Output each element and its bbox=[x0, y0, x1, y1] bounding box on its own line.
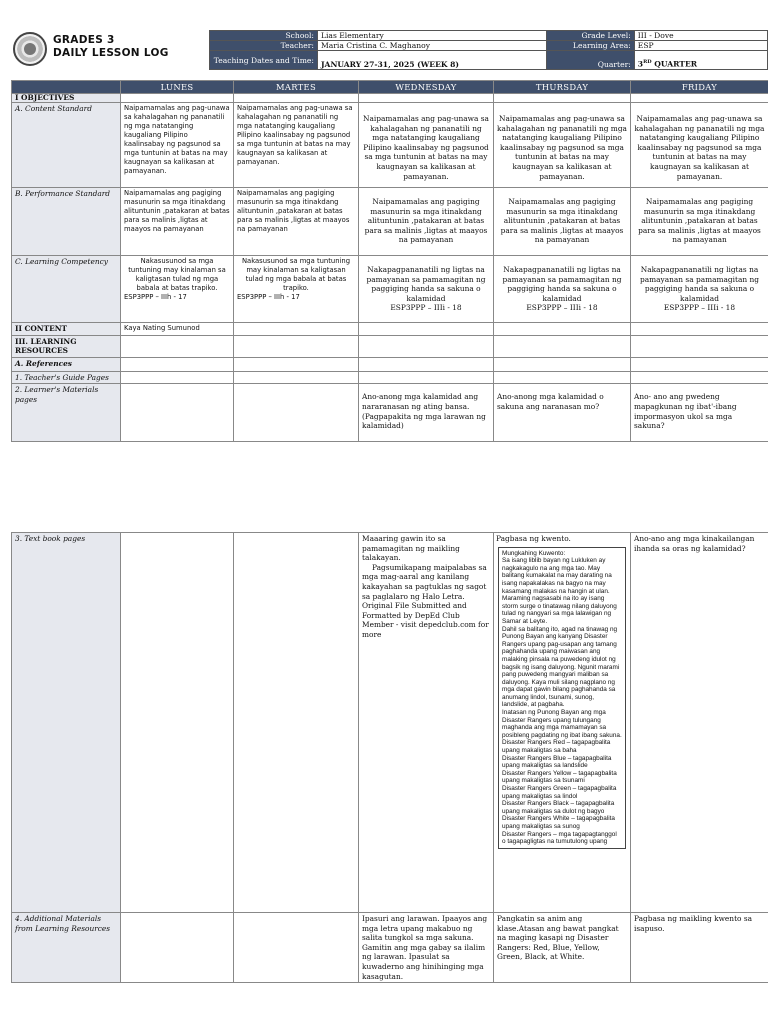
teachers-guide-label: 1. Teacher's Guide Pages bbox=[12, 371, 121, 384]
learning-competency-row bbox=[12, 256, 768, 323]
text-book-label: 3. Text book pages bbox=[12, 533, 121, 913]
day-header-wed: WEDNESDAY bbox=[359, 81, 494, 94]
story-line: Dahil sa balitang ito, agad na tinawag ng Punong Bayan ang kanyang Disaster Rangers upang pag-usapan ang tamang paghahanda upang maiwasan ang malaking pinsala na puwedeng idulot ng bagsik ng isang daluyong. Ngunit marami pang puwedeng mangyari maliban sa daluyong. Kaya muli silang nagplano ng mga dapat gawin bilang paghahanda sa anumang lindol, tsunami, sunog, landslide, at pagbaha. bbox=[502, 625, 620, 709]
quarter-number: 3 bbox=[637, 60, 644, 69]
content-value: Kaya Nating Sumunod bbox=[121, 323, 234, 336]
content-standard-fri: Naipamamalas ang pag-unawa sa kahalagahan ng pananatili ng mga natatanging kaugaliang Pilipino kaalinsabay ng pagsunod sa mga tuntunin at batas na may kaugnayan sa kalikasan at pamayanan. bbox=[631, 103, 768, 188]
day-header-mon: LUNES bbox=[121, 81, 234, 94]
content-standard-thu: Naipamamalas ang pag-unawa sa kahalagahan ng pananatili ng mga natatanging kaugaliang Pilipino kaalinsabay ng pagsunod sa mga tuntunin at batas na may kaugnayan sa kalikasan at pamayanan. bbox=[494, 103, 631, 188]
content-label: II CONTENT bbox=[12, 323, 121, 336]
title-block bbox=[53, 34, 169, 60]
grade-level-value: III - Dove bbox=[634, 31, 767, 41]
quarter-label: Quarter: bbox=[547, 51, 635, 70]
learning-competency-fri bbox=[631, 256, 768, 323]
lc-wed-code: ESP3PPP – IIIi - 18 bbox=[390, 303, 462, 313]
quarter-value bbox=[634, 51, 767, 70]
dates-label: Teaching Dates and Time: bbox=[210, 51, 318, 70]
performance-standard-label: B. Performance Standard bbox=[12, 188, 121, 256]
text-book-row bbox=[12, 533, 768, 913]
info-table bbox=[209, 30, 768, 70]
story-line: Disaster Rangers Red – tagapagbalita upang makaligtas sa baha bbox=[502, 739, 611, 755]
content-standard-wed: Naipamamalas ang pag-unawa sa kahalagahan ng pananatili ng mga natatanging kaugaliang Pilipino kaalinsabay ng pagsunod sa mga tuntunin at batas na may kaugnayan sa kalikasan at pamayanan. bbox=[359, 103, 494, 188]
lc-tue-text: Nakasusunod sa mga tuntuning may kinalaman sa kaligtasan tulad ng mga babala at batas trapiko. bbox=[241, 257, 351, 292]
day-header-tue: MARTES bbox=[234, 81, 359, 94]
text-book-wed-1: Maaaring gawin ito sa pamamagitan ng maikling talakayan. bbox=[362, 534, 460, 563]
content-row bbox=[12, 323, 768, 336]
lc-fri-code: ESP3PPP – IIIi - 18 bbox=[663, 303, 736, 313]
learning-competency-tue bbox=[234, 256, 359, 323]
additional-materials-label: 4. Additional Materials from Learning Resources bbox=[12, 913, 121, 983]
lc-tue-code: ESP3PPP – IIIh - 17 bbox=[237, 293, 300, 301]
day-header-thu: THURSDAY bbox=[494, 81, 631, 94]
story-line: Disaster Rangers Black – tagapagbalita upang makaligtas sa dulot ng bagyo bbox=[502, 800, 615, 815]
learning-competency-thu bbox=[494, 256, 631, 323]
school-label: School: bbox=[210, 31, 318, 41]
lc-thu-text: Nakapagpananatili ng ligtas na pamayanan sa pamamagitan ng paggiging handa sa sakuna o kalamidad bbox=[502, 265, 622, 303]
text-book-wed-2: Pagsumikapang maipalabas sa mga mag-aaral ang kanilang kakayahan sa pagtuklas ng sagot sa paglalaro ng Halo Letra. bbox=[362, 562, 487, 601]
lc-fri-text: Nakapagpananatili ng ligtas na pamayanan sa pamamagitan ng paggiging handa sa sakuna o kalamidad bbox=[640, 265, 759, 303]
additional-materials-wed: Ipasuri ang larawan. Ipaayos ang mga letra upang makabuo ng salita tungkol sa mga sakuna. Gamitin ang mga gabay sa ilalim ng larawan. Ipasulat sa kuwaderno ang hinihinging mga kasagutan. bbox=[359, 913, 494, 983]
text-book-thu bbox=[494, 533, 631, 913]
learning-competency-label: C. Learning Competency bbox=[12, 256, 121, 323]
learners-materials-row bbox=[12, 384, 768, 442]
grades-title: GRADES 3 bbox=[53, 34, 115, 46]
story-line: Mungkahing Kuwento: bbox=[502, 549, 566, 557]
story-line: Sa isang liblib bayan ng Lukluken ay nagkakagulo na ang mga tao. May balitang kumakalat na may darating na isang napakalakas na bagyo na may kasamang malakas na hangin at ulan. Maraming nagsasabi na ito ay isang storm surge o tinatawag nilang daluyong tulad ng nangyari sa mga lalawigan ng Samar at Leyte. bbox=[502, 557, 617, 625]
deped-seal-icon bbox=[13, 32, 47, 66]
references-label: A. References bbox=[12, 357, 121, 371]
story-line: Disaster Rangers Green – tagapagbalita upang makaligtas sa lindol bbox=[502, 785, 617, 800]
header-blank bbox=[12, 81, 121, 94]
dates-value: JANUARY 27-31, 2025 (WEEK 8) bbox=[317, 51, 546, 70]
lc-wed-text: Nakapagpananatili ng ligtas na pamayanan sa pamamagitan ng paggiging handa sa sakuna o kalamidad bbox=[366, 265, 486, 303]
story-line: Disaster Rangers – mga tagapagtanggol o tagapagligtas na tumutulong upang bbox=[502, 830, 617, 846]
content-standard-tue: Naipamamalas ang pag-unawa sa kahalagahan ng pananatili ng mga natatanging kaugaliang Pilipino kaalinsabay ng pagsunod sa mga tuntunin at batas na may kaugnayan sa kalikasan at pamayanan. bbox=[234, 103, 359, 188]
performance-standard-tue: Naipamamalas ang pagiging masunurin sa mga itinakdang alituntunin ,patakaran at batas para sa malinis ,ligtas at maayos na pamayanan bbox=[234, 188, 359, 256]
quarter-text: QUARTER bbox=[651, 60, 698, 69]
quarter-suffix: RD bbox=[643, 59, 652, 66]
learners-materials-wed: Ano-anong mga kalamidad ang nararanasan ng ating bansa. (Pagpapakita ng mga larawan ng kalamidad) bbox=[359, 384, 494, 442]
additional-materials-row bbox=[12, 913, 768, 983]
additional-materials-fri: Pagbasa ng maikling kwento sa isapuso. bbox=[631, 913, 768, 983]
content-standard-label: A. Content Standard bbox=[12, 103, 121, 188]
performance-standard-row bbox=[12, 188, 768, 256]
lesson-table-part-1 bbox=[11, 80, 768, 442]
day-header-fri: FRIDAY bbox=[631, 81, 768, 94]
text-book-thu-text: Pagbasa ng kwento. bbox=[496, 534, 571, 543]
objectives-label: I OBJECTIVES bbox=[12, 94, 121, 103]
learners-materials-thu: Ano-anong mga kalamidad o sakuna ang naranasan mo? bbox=[494, 384, 631, 442]
teachers-guide-row bbox=[12, 371, 768, 384]
story-line: Inatasan ng Punong Bayan ang mga Disaster Rangers upang tulungang maghanda ang mga mamamayan sa posibleng pagdating ng ibat ibang sakuna. bbox=[502, 709, 622, 739]
grade-level-label: Grade Level: bbox=[547, 31, 635, 41]
learning-competency-mon bbox=[121, 256, 234, 323]
text-book-wed-3: Original File Submitted and Formatted by DepEd Club Member - visit depedclub.com for more bbox=[362, 601, 489, 639]
lc-thu-code: ESP3PPP – IIIi - 18 bbox=[526, 303, 598, 313]
story-line: Disaster Rangers White – tagapagbalita upang makaligtas sa sunog bbox=[502, 815, 615, 830]
learning-resources-label: III. LEARNING RESOURCES bbox=[12, 335, 121, 357]
learning-area-value: ESP bbox=[634, 41, 767, 51]
performance-standard-wed: Naipamamalas ang pagiging masunurin sa mga itinakdang alituntunin ,patakaran at batas para sa malinis ,ligtas at maayos na pamayanan bbox=[359, 188, 494, 256]
story-line: Disaster Rangers Yellow – tagapagbalita upang makaligtas sa tsunami bbox=[502, 769, 617, 785]
content-standard-row bbox=[12, 103, 768, 188]
text-book-wed bbox=[359, 533, 494, 913]
performance-standard-thu: Naipamamalas ang pagiging masunurin sa mga itinakdang alituntunin ,patakaran at batas para sa malinis ,ligtas at maayos na pamayanan bbox=[494, 188, 631, 256]
performance-standard-mon: Naipamamalas ang pagiging masunurin sa mga itinakdang alituntunin ,patakaran at batas para sa malinis ,ligtas at maayos na pamayanan bbox=[121, 188, 234, 256]
story-line: Disaster Rangers Blue – tagapagbalita upang makaligtas sa landslide bbox=[502, 754, 612, 770]
content-standard-mon: Naipamamalas ang pag-unawa sa kahalagahan ng pananatili ng mga natatanging kaugaliang Pilipino kaalinsabay ng pagsunod sa mga tuntunin at batas na may kaugnayan sa kalikasan at pamayanan. bbox=[121, 103, 234, 188]
learners-materials-label: 2. Learner's Materials pages bbox=[12, 384, 121, 442]
performance-standard-fri: Naipamamalas ang pagiging masunurin sa mga itinakdang alituntunin ,patakaran at batas para sa malinis ,ligtas at maayos na pamayanan bbox=[631, 188, 768, 256]
lc-mon-text: Nakasusunod sa mga tuntuning may kinalaman sa kaligtasan tulad ng mga babala at batas trapiko. bbox=[128, 257, 226, 292]
lesson-table-part-2 bbox=[11, 532, 768, 983]
objectives-row bbox=[12, 94, 768, 103]
school-value: Lias Elementary bbox=[317, 31, 546, 41]
teacher-value: Maria Cristina C. Maghanoy bbox=[317, 41, 546, 51]
story-box bbox=[498, 547, 626, 849]
learning-area-label: Learning Area: bbox=[547, 41, 635, 51]
learners-materials-fri: Ano- ano ang pwedeng mapagkunan ng ibat'-ibang impormasyon ukol sa mga sakuna? bbox=[631, 384, 768, 442]
text-book-fri: Ano-ano ang mga kinakailangan ihanda sa oras ng kalamidad? bbox=[631, 533, 768, 913]
learning-resources-row bbox=[12, 335, 768, 357]
teacher-label: Teacher: bbox=[210, 41, 318, 51]
days-header-row bbox=[12, 81, 768, 94]
references-row bbox=[12, 357, 768, 371]
lc-mon-code: ESP3PPP – IIIh - 17 bbox=[124, 293, 187, 301]
lesson-log-header bbox=[11, 30, 768, 74]
daily-lesson-log-title: DAILY LESSON LOG bbox=[53, 47, 169, 59]
learning-competency-wed bbox=[359, 256, 494, 323]
additional-materials-thu: Pangkatin sa anim ang klase.Atasan ang bawat pangkat na maging kasapi ng Disaster Rangers: Red, Blue, Yellow, Green, Black, at White. bbox=[494, 913, 631, 983]
